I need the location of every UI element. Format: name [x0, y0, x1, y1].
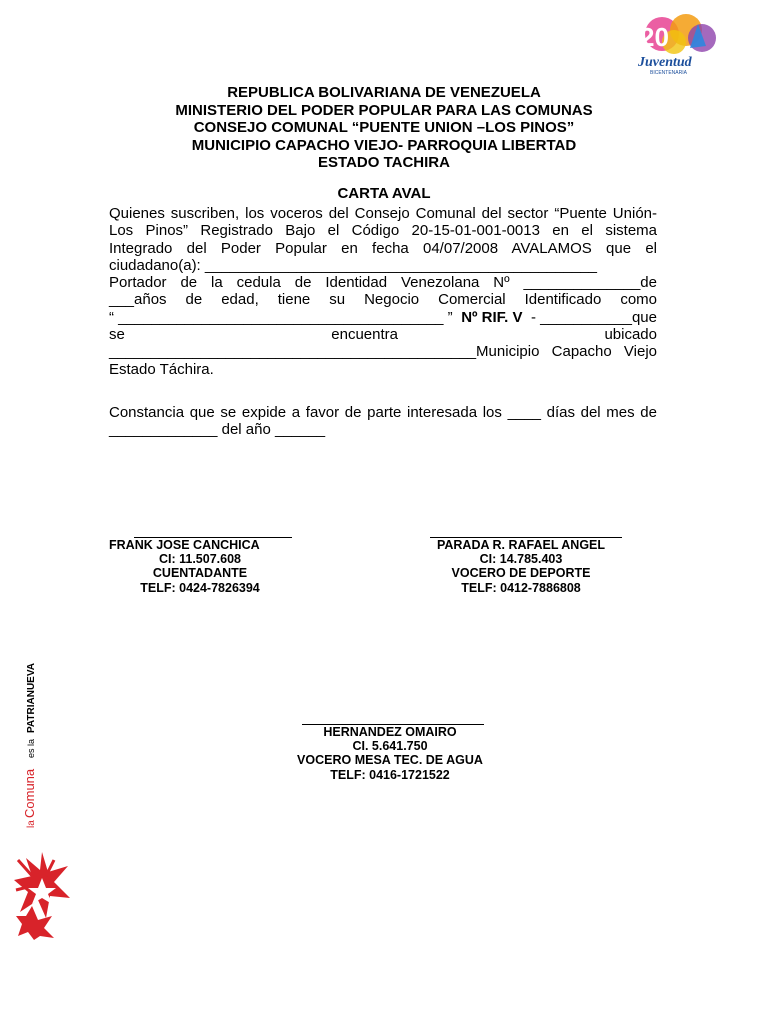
body-line: _____________ del año ______	[109, 421, 326, 439]
signer-phone: TELF: 0412-7886808	[461, 580, 581, 595]
signature-block-3	[290, 724, 490, 782]
red-star-burst-icon	[14, 852, 70, 940]
juventud-bicentenaria-logo	[628, 10, 728, 78]
header-line-ministry: MINISTERIO DEL PODER POPULAR PARA LAS COMUNAS	[175, 101, 593, 119]
signer-role: CUENTADANTE	[152, 566, 248, 581]
document-title: CARTA AVAL	[337, 185, 431, 202]
body-word: ubicado	[604, 326, 657, 344]
signature-block-1	[104, 537, 296, 595]
signer-role: VOCERO MESA TEC. DE AGUA	[297, 753, 483, 768]
body-paragraph	[109, 205, 657, 378]
body-line: ciudadano(a): _______________________________________________	[109, 256, 597, 274]
svg-text:Juventud: Juventud	[638, 55, 692, 70]
letterhead	[0, 84, 768, 172]
rif-label: Nº RIF. V	[461, 308, 523, 326]
signer-name: PARADA R. RAFAEL ANGEL	[436, 538, 606, 552]
svg-text:la: la	[26, 820, 37, 828]
rif-blank: - ___________que	[531, 308, 657, 326]
header-line-council: CONSEJO COMUNAL “PUENTE UNION –LOS PINOS”	[193, 119, 575, 136]
body-line	[109, 326, 657, 343]
header-line-state: ESTADO TACHIRA	[318, 154, 450, 171]
signer-role: VOCERO DE DEPORTE	[451, 566, 591, 581]
signer-name: HERNANDEZ OMAIRO	[323, 725, 457, 739]
svg-text:Comuna: Comuna	[22, 768, 37, 818]
signer-ci: CI: 11.507.608	[158, 552, 241, 567]
business-name-blank: “ _______________________________________ ”	[109, 308, 453, 326]
svg-text:PATRIANUEVA: PATRIANUEVA	[26, 663, 37, 733]
signer-name: FRANK JOSE CANCHICA	[109, 538, 260, 552]
body-line	[109, 309, 657, 326]
body-line: Quienes suscriben, los voceros del Consejo Comunal del sector “Puente Unión-	[109, 205, 657, 222]
svg-text:BICENTENARIA: BICENTENARIA	[650, 70, 687, 76]
body-line: ____________________________________________Municipio Capacho Viejo	[109, 343, 657, 361]
body-line: Portador de la cedula de Identidad Venezolana Nº ______________de	[109, 274, 657, 292]
body-line: ___años de edad, tiene su Negocio Comercial Identificado como	[109, 291, 657, 309]
body-word: encuentra	[331, 326, 398, 344]
body-word: se	[109, 326, 125, 344]
comuna-patria-nueva-logo	[12, 620, 72, 940]
header-line-municipality: MUNICIPIO CAPACHO VIEJO- PARROQUIA LIBERTAD	[191, 136, 577, 154]
constancia-paragraph	[109, 404, 657, 439]
svg-text:es la: es la	[26, 738, 36, 758]
body-line: Constancia que se expide a favor de parte interesada los ____ días del mes de	[109, 404, 657, 421]
svg-text:20: 20	[640, 22, 669, 52]
signer-phone: TELF: 0424-7826394	[140, 580, 260, 595]
body-line: Integrado del Poder Popular en fecha 04/07/2008 AVALAMOS que el	[109, 239, 657, 257]
signer-phone: TELF: 0416-1721522	[330, 767, 450, 782]
signer-ci: CI. 5.641.750	[352, 739, 428, 754]
signer-ci: CI: 14.785.403	[479, 552, 563, 567]
body-line: Estado Táchira.	[109, 360, 214, 378]
header-line-republic: REPUBLICA BOLIVARIANA DE VENEZUELA	[227, 84, 541, 101]
body-line: Los Pinos” Registrado Bajo el Código 20-15-01-001-0013 en el sistema	[109, 222, 657, 240]
signature-block-2	[420, 537, 622, 595]
